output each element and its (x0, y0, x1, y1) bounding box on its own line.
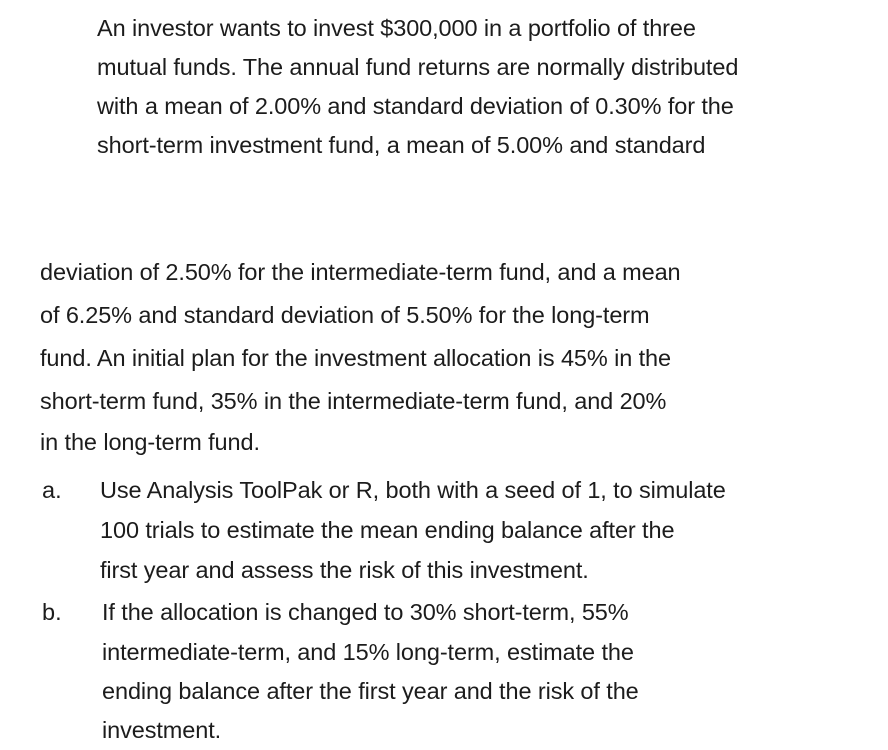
paragraph-bottom-line: short-term fund, 35% in the intermediate-term fund, and 20% (40, 388, 667, 414)
paragraph-bottom-line: deviation of 2.50% for the intermediate-term fund, and a mean (40, 259, 681, 285)
paragraph-bottom-line: fund. An initial plan for the investment allocation is 45% in the (40, 345, 671, 371)
paragraph-top-line: with a mean of 2.00% and standard deviation of 0.30% for the (97, 93, 734, 119)
paragraph-top-line: An investor wants to invest $300,000 in a portfolio of three (97, 15, 696, 41)
item-b-line: ending balance after the first year and the risk of the (102, 678, 639, 704)
item-b-line: intermediate-term, and 15% long-term, estimate the (102, 639, 634, 665)
paragraph-top-line: mutual funds. The annual fund returns are normally distributed (97, 54, 739, 80)
item-b-line: investment. (102, 717, 222, 743)
item-a-line: first year and assess the risk of this investment. (100, 557, 589, 583)
paragraph-bottom-line: in the long-term fund. (40, 429, 260, 455)
paragraph-top-line: short-term investment fund, a mean of 5.00% and standard (97, 132, 706, 158)
item-b-marker: b. (42, 599, 62, 625)
item-a-line: 100 trials to estimate the mean ending balance after the (100, 517, 675, 543)
item-a-line: Use Analysis ToolPak or R, both with a seed of 1, to simulate (100, 477, 726, 503)
paragraph-bottom-line: of 6.25% and standard deviation of 5.50% for the long-term (40, 302, 650, 328)
item-b-line: If the allocation is changed to 30% short-term, 55% (102, 599, 629, 625)
item-a-marker: a. (42, 477, 62, 503)
